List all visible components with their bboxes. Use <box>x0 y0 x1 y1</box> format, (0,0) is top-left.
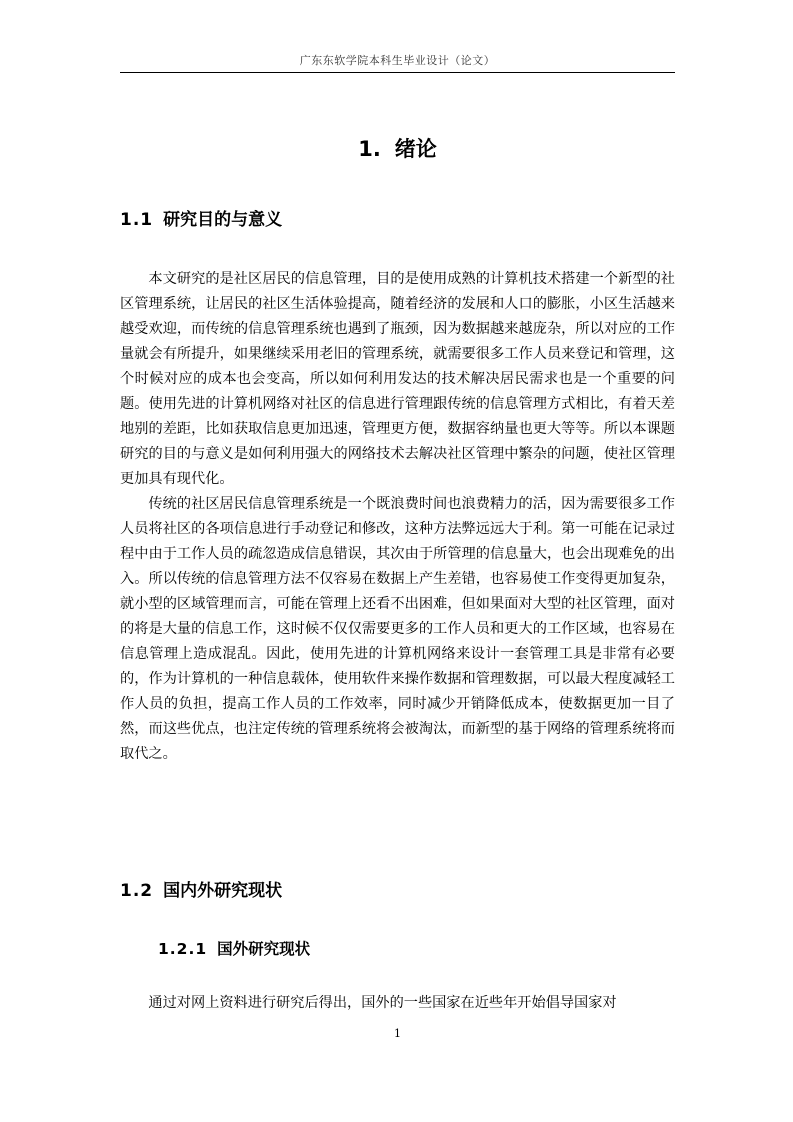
paragraph: 通过对网上资料进行研究后得出，国外的一些国家在近些年开始倡导国家对 <box>148 995 617 1011</box>
subsection-number: 1.2.1 <box>158 940 208 958</box>
chapter-number: 1. <box>358 137 381 161</box>
paragraph: 本文研究的是社区居民的信息管理，目的是使用成熟的计算机技术搭建一个新型的社区管理系统，让居民的社区生活体验提高，随着经济的发展和人口的膨胀，小区生活越来越受欢迎，而传统的信息管理系统也遇到了瓶颈，因为数据越来越庞杂，所以对应的工作量就会有所提升，如果继续采用老旧的管理系统，就需要很多工作人员来登记和管理，这个时候对应的成本也会变高，所以如何利用发达的技术解决居民需求也是一个重要的问题。使用先进的计算机网络对社区的信息进行管理跟传统的信息管理方式相比，有着天差地别的差距，比如获取信息更加迅速，管理更方便，数据容纳量也更大等等。所以本课题研究的目的与意义是如何利用强大的网络技术去解决社区管理中繁杂的问题，使社区管理更加具有现代化。 <box>120 271 675 487</box>
paragraph: 传统的社区居民信息管理系统是一个既浪费时间也浪费精力的活，因为需要很多工作人员将社区的各项信息进行手动登记和修改，这种方法弊远远大于利。第一可能在记录过程中由于工作人员的疏忽造成信息错误，其次由于所管理的信息量大，也会出现难免的出入。所以传统的信息管理方法不仅容易在数据上产生差错，也容易使工作变得更加复杂，就小型的区域管理而言，可能在管理上还看不出困难，但如果面对大型的社区管理，面对的将是大量的信息工作，这时候不仅仅需要更多的工作人员和更大的工作区域，也容易在信息管理上造成混乱。因此，使用先进的计算机网络来设计一套管理工具是非常有必要的，作为计算机的一种信息载体，使用软件来操作数据和管理数据，可以最大程度减轻工作人员的负担，提高工作人员的工作效率，同时减少开销降低成本，使数据更加一目了然，而这些优点，也注定传统的管理系统将会被淘汰，而新型的基于网络的管理系统将而取代之。 <box>120 496 675 762</box>
running-header: 广东东软学院本科生毕业设计（论文） <box>299 54 496 67</box>
section-heading-1-2 <box>120 876 282 901</box>
chapter-title-text: 绪论 <box>394 137 437 161</box>
header-rule <box>120 72 675 73</box>
subsection-heading-1-2-1 <box>158 937 310 959</box>
section-1-1-body <box>120 267 675 767</box>
section-title: 研究目的与意义 <box>163 210 283 230</box>
section-1-2-1-body <box>120 991 675 1016</box>
page-number: 1 <box>394 1027 401 1040</box>
section-number: 1.2 <box>120 881 154 901</box>
subsection-title: 国外研究现状 <box>217 940 311 958</box>
section-number: 1.1 <box>120 210 154 230</box>
section-title: 国内外研究现状 <box>163 881 283 901</box>
section-heading-1-1 <box>120 205 282 230</box>
chapter-title <box>120 133 675 163</box>
